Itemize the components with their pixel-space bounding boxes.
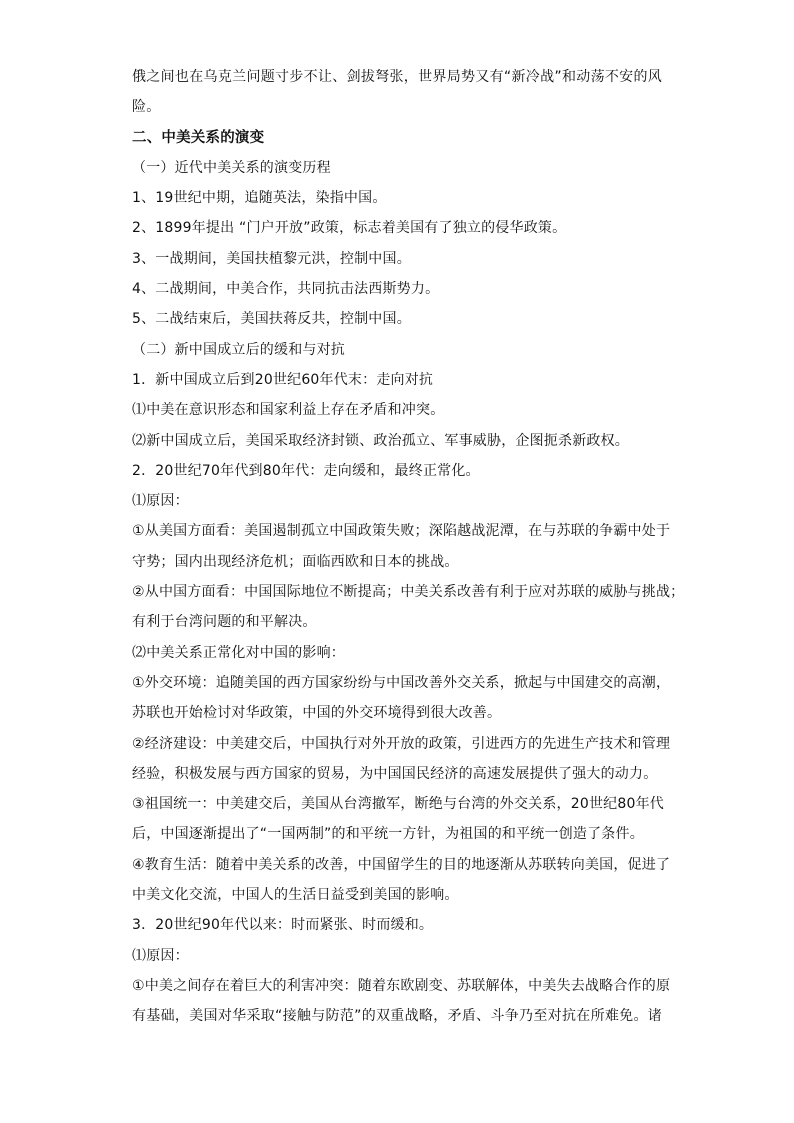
text-line: ①外交环境：追随美国的西方国家纷纷与中国改善外交关系，掀起与中国建交的高潮， [132,674,671,691]
text-line: ②从中国方面看：中国国际地位不断提高；中美关系改善有利于应对苏联的威胁与挑战； [132,584,685,601]
text-line: 后，中国逐渐提出了“一国两制”的和平统一方针，为祖国的和平统一创造了条件。 [132,826,644,843]
subsection-heading: （一）近代中美关系的演变历程 [132,159,331,176]
text-line: 2、1899年提出 “门户开放”政策，标志着美国有了独立的侵华政策。 [132,220,567,237]
text-line: 险。 [132,99,161,116]
text-line: 有基础，美国对华采取“接触与防范”的双重战略，矛盾、斗争乃至对抗在所难免。诸 [132,1008,662,1025]
text-line: 1．新中国成立后到20世纪60年代末：走向对抗 [132,371,434,388]
text-line: 有利于台湾问题的和平解决。 [132,614,317,631]
document-body [132,62,685,1032]
text-line: 守势；国内出现经济危机；面临西欧和日本的挑战。 [132,553,459,570]
text-line: 俄之间也在乌克兰问题寸步不让、剑拔弩张，世界局势又有“新冷战”和动荡不安的风 [132,69,662,85]
text-line: 3、一战期间，美国扶植黎元洪，控制中国。 [132,250,411,267]
text-line: 经验，积极发展与西方国家的贸易，为中国国民经济的高速发展提供了强大的动力。 [132,765,658,782]
text-line: ③祖国统一：中美建交后，美国从台湾撤军，断绝与台湾的外交关系，20世纪80年代 [132,796,664,813]
text-line: ①从美国方面看：美国遏制孤立中国政策失败；深陷越战泥潭，在与苏联的争霸中处于 [132,523,671,540]
section-heading: 二、中美关系的演变 [132,129,265,146]
text-line: ①中美之间存在着巨大的利害冲突：随着东欧剧变、苏联解体，中美失去战略合作的原 [132,977,671,994]
text-line: 2．20世纪70年代到80年代：走向缓和，最终正常化。 [132,462,480,479]
text-line: 1、19世纪中期，追随英法，染指中国。 [132,190,387,207]
text-line: 苏联也开始检讨对华政策，中国的外交环境得到很大改善。 [132,705,502,722]
text-line: 中美文化交流，中国人的生活日益受到美国的影响。 [132,887,459,904]
text-line: ②经济建设：中美建交后，中国执行对外开放的政策，引进西方的先进生产技术和管理 [132,735,671,752]
text-line: ④教育生活：随着中美关系的改善，中国留学生的目的地逐渐从苏联转向美国，促进了 [132,856,671,873]
text-line: 5、二战结束后，美国扶蒋反共，控制中国。 [132,311,411,328]
text-line: ⑴原因： [132,947,189,964]
text-line: 3．20世纪90年代以来：时而紧张、时而缓和。 [132,917,434,934]
text-line: ⑴原因： [132,493,189,510]
text-line: 4、二战期间，中美合作，共同抗击法西斯势力。 [132,281,440,298]
subsection-heading: （二）新中国成立后的缓和与对抗 [132,341,345,358]
text-line: ⑵中美关系正常化对中国的影响： [132,644,345,661]
text-line: ⑴中美在意识形态和国家利益上存在矛盾和冲突。 [132,402,445,419]
text-line: ⑵新中国成立后，美国采取经济封锁、政治孤立、军事威胁，企图扼杀新政权。 [132,432,629,449]
